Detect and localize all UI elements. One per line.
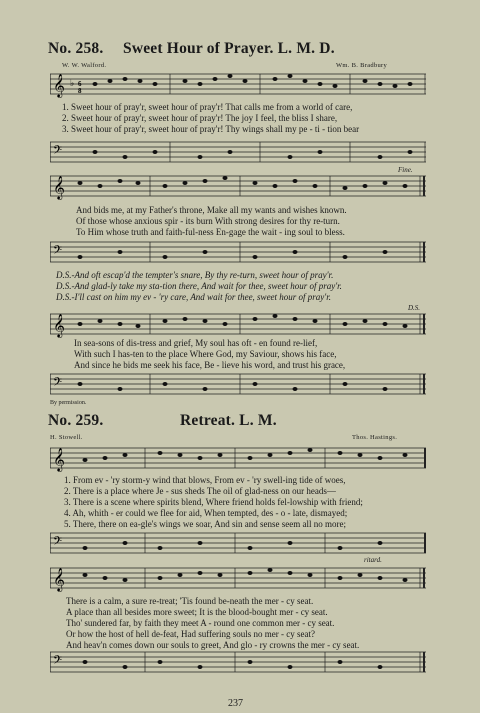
lyric-line: 4. Ah, whith - er could we flee for aid, When tempted, des - o - late, dismayed; xyxy=(64,508,348,518)
lyric-line: 3. Sweet hour of pray'r, sweet hour of pray'r! Thy wings shall my pe - ti - tion bear xyxy=(62,124,360,134)
hymn-259-composer: Thos. Hastings. xyxy=(352,434,398,441)
music-staff xyxy=(50,238,426,264)
lyric-line: To Him whose truth and faith-ful-ness En-gage the wait - ing soul to bless. xyxy=(76,227,345,237)
lyric-line: And heav'n comes down our souls to greet, And glo - ry crowns the mer - cy seat. xyxy=(66,640,360,650)
music-staff xyxy=(50,312,426,338)
svg-text:6: 6 xyxy=(78,80,82,88)
hymn-258-number: No. 258. xyxy=(48,40,104,57)
page-number: 237 xyxy=(228,698,243,709)
music-staff xyxy=(50,446,426,472)
permission-note: By permission. xyxy=(50,400,87,406)
lyric-line: 1. Sweet hour of pray'r, sweet hour of pray'r! That calls me from a world of care, xyxy=(62,102,353,112)
svg-text:𝄞: 𝄞 xyxy=(53,567,65,591)
svg-text:𝄢: 𝄢 xyxy=(53,144,63,160)
ds-mark: D.S. xyxy=(408,304,421,312)
svg-text:𝄢: 𝄢 xyxy=(53,535,63,551)
lyric-line: D.S.-And glad-ly take my sta-tion there, And wait for thee, sweet hour of pray'r. xyxy=(56,281,342,291)
lyric-line: D.S.-I'll cast on him my ev - 'ry care, And wait for thee, sweet hour of pray'r. xyxy=(56,292,331,302)
hymn-258-author: W. W. Walford. xyxy=(62,62,107,69)
music-staff xyxy=(50,529,426,555)
lyric-line: With such I has-ten to the place Where God, my Saviour, shows his face, xyxy=(74,349,337,359)
lyric-line: 1. From ev - 'ry storm-y wind that blows, From ev - 'ry swell-ing tide of woes, xyxy=(64,475,346,485)
svg-text:𝄞: 𝄞 xyxy=(53,313,65,337)
lyric-line: Of those whose anxious spir - its burn With strong desires for thy re-turn. xyxy=(76,216,340,226)
lyric-line: A place than all besides more sweet; It is the blood-bought mer - cy seat. xyxy=(66,607,328,617)
svg-text:♭: ♭ xyxy=(70,78,75,88)
music-staff xyxy=(50,648,426,674)
fine-mark: Fine. xyxy=(398,166,413,174)
lyric-line: 2. There is a place where Je - sus sheds The oil of glad-ness on our heads— xyxy=(64,486,336,496)
lyric-line: D.S.-And oft escap'd the tempter's snare, By thy re-turn, sweet hour of pray'r. xyxy=(56,270,334,280)
lyric-line: And since he bids me seek his face, Be - lieve his word, and trust his grace, xyxy=(74,360,346,370)
lyric-line: 3. There is a scene where spirits blend, Where friend holds fel-lowship with friend; xyxy=(64,497,363,507)
lyric-line: In sea-sons of dis-tress and grief, My soul has oft - en found re-lief, xyxy=(74,338,318,348)
hymn-259-number: No. 259. xyxy=(48,412,104,429)
svg-text:𝄢: 𝄢 xyxy=(53,654,63,670)
hymn-258-title: Sweet Hour of Prayer. L. M. D. xyxy=(123,40,335,57)
svg-text:𝄞: 𝄞 xyxy=(53,175,65,199)
lyric-line: Tho' sundered far, by faith they meet A - round one common mer - cy seat. xyxy=(66,618,335,628)
hymn-258-composer: Wm. B. Bradbury xyxy=(336,62,388,69)
music-staff xyxy=(50,72,426,98)
svg-text:𝄞: 𝄞 xyxy=(53,73,65,97)
music-staff xyxy=(50,566,426,592)
svg-text:𝄢: 𝄢 xyxy=(53,244,63,260)
music-staff xyxy=(50,370,426,396)
hymn-259-author: H. Stowell. xyxy=(50,434,83,441)
svg-text:8: 8 xyxy=(78,87,82,95)
ritard-mark: ritard. xyxy=(364,556,382,564)
music-staff xyxy=(50,174,426,200)
lyric-line: And bids me, at my Father's throne, Make all my wants and wishes known. xyxy=(76,205,347,215)
lyric-line: Or how the host of hell de-feat, Had suffering souls no mer - cy seat? xyxy=(66,629,316,639)
lyric-line: 2. Sweet hour of pray'r, sweet hour of pray'r! The joy I feel, the bliss I share, xyxy=(62,113,338,123)
lyric-line: 5. There, there on ea-gle's wings we soar, And sin and sense seem all no more; xyxy=(64,519,347,529)
hymn-259-title: Retreat. L. M. xyxy=(180,412,277,429)
music-staff xyxy=(50,138,426,164)
svg-text:𝄢: 𝄢 xyxy=(53,376,63,392)
lyric-line: There is a calm, a sure re-treat; 'Tis found be-neath the mer - cy seat. xyxy=(66,596,314,606)
svg-text:𝄞: 𝄞 xyxy=(53,447,65,471)
